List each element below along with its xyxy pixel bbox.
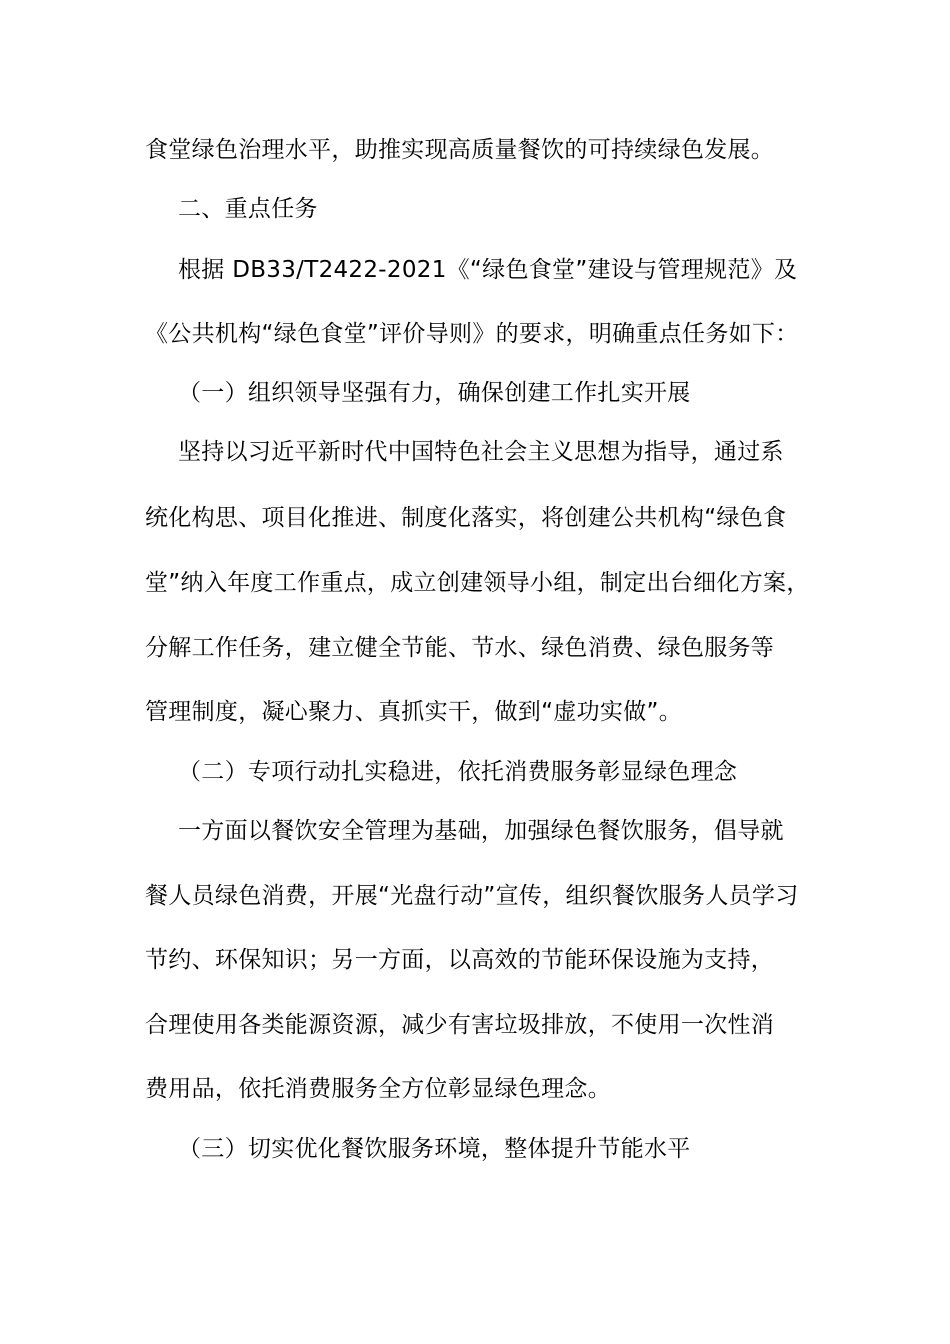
paragraph-line: 坚持以习近平新时代中国特色社会主义思想为指导，通过系 (178, 439, 784, 465)
paragraph-line: 堂”纳入年度工作重点，成立创建领导小组，制定出台细化方案， (145, 570, 810, 596)
paragraph-line: 《公共机构“绿色食堂”评价导则》的要求，明确重点任务如下： (145, 321, 799, 347)
section-heading: 二、重点任务 (178, 196, 318, 222)
paragraph-line: 管理制度，凝心聚力、真抓实干，做到“虚功实做”。 (145, 699, 683, 725)
paragraph-line: 一方面以餐饮安全管理为基础，加强绿色餐饮服务，倡导就 (178, 818, 784, 844)
paragraph-line: 节约、环保知识；另一方面，以高效的节能环保设施为支持， (145, 947, 775, 973)
paragraph-line: 分解工作任务，建立健全节能、节水、绿色消费、绿色服务等 (145, 635, 775, 661)
subsection-heading: （一）组织领导坚强有力，确保创建工作扎实开展 (178, 380, 691, 406)
paragraph-line: 合理使用各类能源资源，减少有害垃圾排放，不使用一次性消 (145, 1012, 775, 1038)
paragraph-line: 食堂绿色治理水平，助推实现高质量餐饮的可持续绿色发展。 (145, 137, 775, 163)
subsection-heading: （三）切实优化餐饮服务环境，整体提升节能水平 (178, 1136, 691, 1162)
paragraph-line: 根据 DB33/T2422-2021《“绿色食堂”建设与管理规范》及 (178, 257, 798, 283)
paragraph-line: 餐人员绿色消费，开展“光盘行动”宣传，组织餐饮服务人员学习 (145, 883, 799, 909)
paragraph-line: 费用品，依托消费服务全方位彰显绿色理念。 (145, 1076, 611, 1102)
subsection-heading: （二）专项行动扎实稳进，依托消费服务彰显绿色理念 (178, 759, 738, 785)
paragraph-line: 统化构思、项目化推进、制度化落实，将创建公共机构“绿色食 (145, 505, 787, 531)
